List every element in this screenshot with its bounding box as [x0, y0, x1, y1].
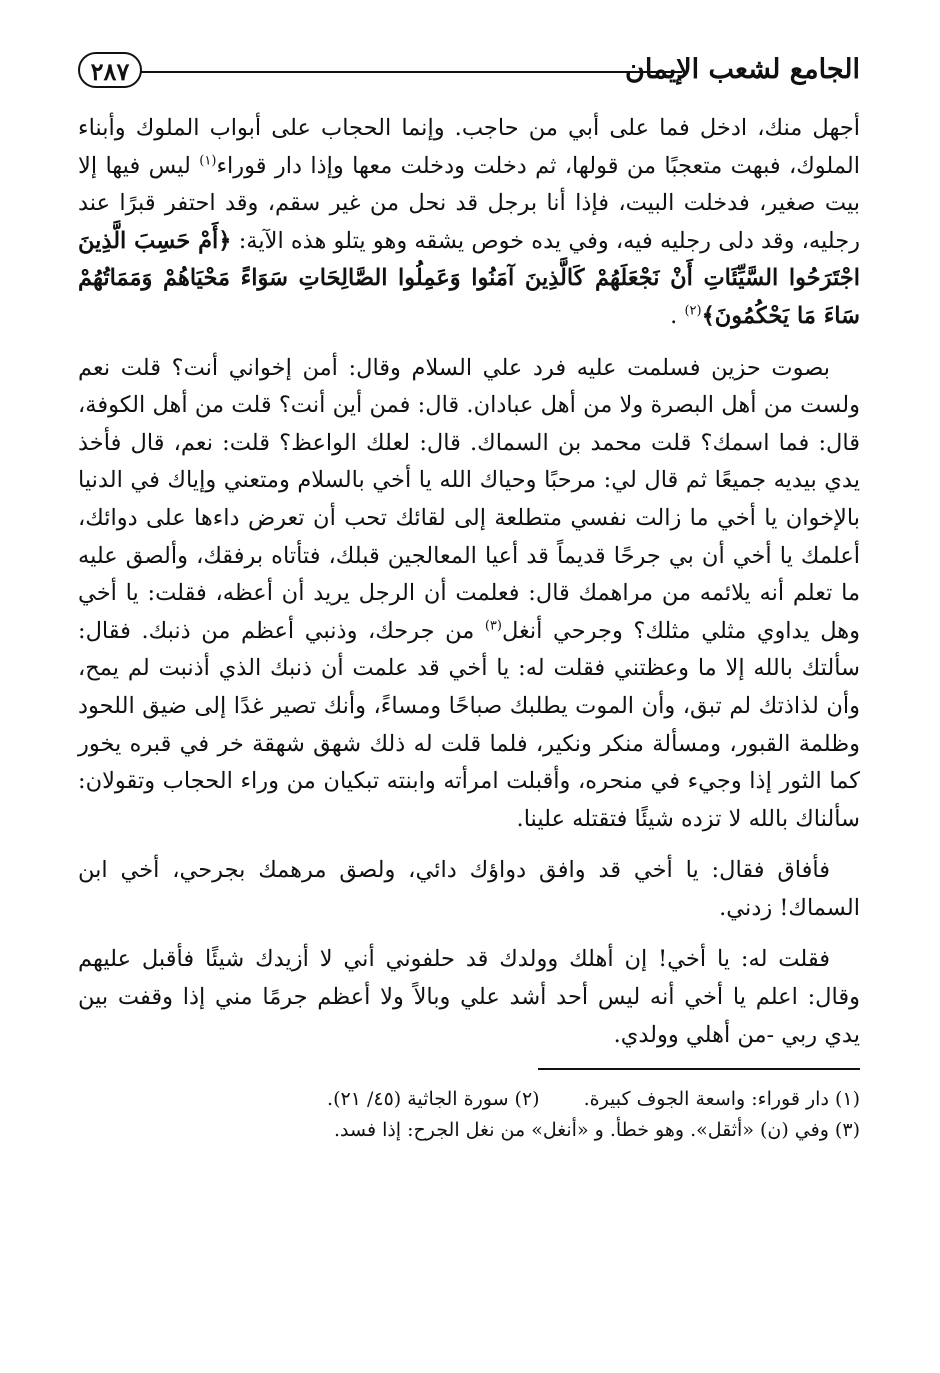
running-title: الجامع لشعب الإيمان	[625, 54, 860, 85]
main-text	[78, 110, 860, 1054]
paragraph-4-text: فقلت له: يا أخي! إن أهلك وولدك قد حلفوني أني لا أزيدك شيئًا فأقبل عليهم وقال: اعلم يا أخي أنه ليس أحد أشد علي وبالاً ولا أعظم جرمًا مني إذا وقفت بين يدي ربي -من أهلي وولدي.	[78, 946, 860, 1048]
footnote-ref-2: (٢)	[684, 303, 702, 319]
page-header	[78, 44, 860, 110]
footnote-ref-3: (٣)	[484, 618, 502, 634]
paragraph-3	[78, 852, 860, 927]
paragraph-2-part-a: بصوت حزين فسلمت عليه فرد علي السلام وقال: أمن إخواني أنت؟ قلت نعم ولست من أهل البصرة ولا من أهل عبادان. قال: فمن أين أنت؟ قلت من أهل الكوفة، قال: فما اسمك؟ قلت محمد بن السماك. قال: لعلك الواعظ؟ قلت: نعم، قال فأخذ يدي بيديه جميعًا ثم قال لي: مرحبًا وحياك الله يا أخي بالسلام ومتعني وإياك في الدنيا بالإخوان يا أخي ما زالت نفسي متطلعة إلى لقائك تحب أن تعرض داءها على دوائك، أعلمك يا أخي أن بي جرحًا قديماً قد أعيا المعالجين قبلك، فتأتاه برفقك، وألصق عليه ما تعلم أنه يلائمه من مراهمك قال: فعلمت أن الرجل يريد أن أعظه، فقلت: يا أخي وهل يداوي مثلي مثلك؟ وجرحي أنغل	[78, 354, 860, 644]
footnote-3: (٣) وفي (ن) «أثقل». وهو خطأ. و «أنغل» من نغل الجرح: إذا فسد.	[333, 1119, 860, 1142]
book-page	[78, 44, 860, 1344]
page-number: ٢٨٧	[78, 52, 142, 88]
header-rule	[138, 71, 682, 73]
footnote-1: (١) دار قوراء: واسعة الجوف كبيرة.	[583, 1088, 860, 1111]
footnote-2: (٢) سورة الجاثية (٤٥/ ٢١).	[327, 1088, 540, 1111]
paragraph-2-part-b: من جرحك، وذنبي أعظم من ذنبك. فقال: سألتك بالله إلا ما وعظتني فقلت له: يا أخي قد علمت أن ذنبك الذي أذنبت لم يمح، وأن لذاذتك لم تبق، وأن الموت يطلبك صباحًا ومساءً، وأنك تصير غدًا إلى ضيق اللحود وظلمة القبور، ومسألة منكر ونكير، فلما قلت له ذلك شهق شهقة خر في قبره يخور كما الثور إذا وجيء في منحره، وأقبلت امرأته وابنته تبكيان من وراء الحجاب وتقولان: سألناك بالله لا تزده شيئًا فتقتله علينا.	[78, 617, 860, 832]
quran-verse: ﴿أَمْ حَسِبَ الَّذِينَ اجْتَرَحُوا السَّيِّئَاتِ أَنْ نَجْعَلَهُمْ كَالَّذِينَ آمَنُوا وَعَمِلُوا الصَّالِحَاتِ سَوَاءً مَحْيَاهُمْ وَمَمَاتُهُمْ سَاءَ مَا يَحْكُمُونَ﴾	[78, 227, 860, 329]
paragraph-1-line-1: أجهل منك، ادخل فما على أبي من حاجب. وإنما الحجاب على أبواب الملوك وأبناء الملوك، فبهت متعجبًا من قولها، ثم دخلت ودخلت معها وإذا دار قوراء	[78, 115, 860, 179]
paragraph-2	[78, 350, 860, 839]
paragraph-1-end: .	[670, 302, 678, 329]
paragraph-3-text: فأفاق فقال: يا أخي قد وافق دواؤك دائي، ولصق مرهمك بجرحي، أخي ابن السماك! زدني.	[78, 857, 860, 921]
footnote-ref-1: (١)	[199, 153, 217, 169]
footnotes	[78, 1084, 860, 1146]
footnote-row-1	[78, 1084, 860, 1115]
paragraph-1-line-2: ليس فيها إلا بيت صغير، فدخلت البيت، فإذا أنا برجل قد نحل من غير سقم، وقد احتفر قبرًا عند رجليه، وقد دلى رجليه فيه، وفي يده خوص يشقه وهو يتلو هذه الآية:	[78, 152, 861, 254]
paragraph-1	[78, 110, 860, 336]
footnote-separator	[538, 1068, 860, 1070]
paragraph-4	[78, 941, 860, 1054]
